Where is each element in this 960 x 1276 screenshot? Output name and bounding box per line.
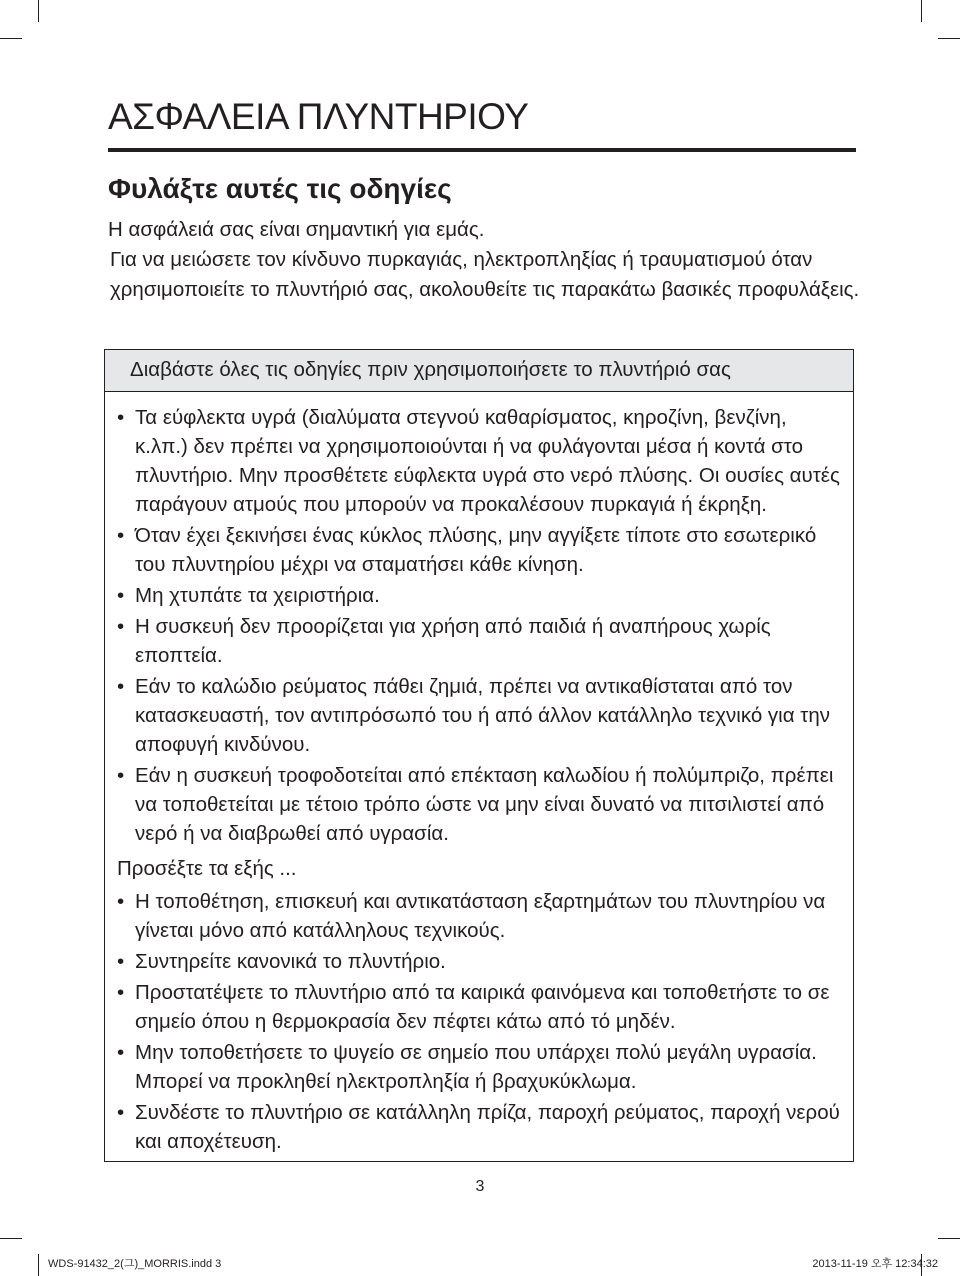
bullet-icon: •	[117, 406, 125, 429]
intro-paragraph: Η ασφάλειά σας είναι σημαντική για εμάς.	[108, 218, 485, 241]
list-item	[115, 672, 843, 759]
list-item-text: Μην τοποθετήσετε το ψυγείο σε σημείο που υπάρχει πολύ μεγάλη υγρασία. Μπορεί να προκληθεί ηλεκτροπληξία ή βραχυκύκλωμα.	[135, 1041, 817, 1093]
list-item	[115, 612, 843, 670]
crop-mark	[921, 0, 922, 22]
list-item	[115, 403, 843, 519]
crop-mark	[938, 1238, 960, 1239]
section-label: Προσέξτε τα εξής ...	[117, 857, 297, 880]
print-footer-timestamp: 2013-11-19 오후 12:34:32	[812, 1258, 938, 1270]
list-item-text: Συνδέστε το πλυντήριο σε κατάλληλη πρίζα, παροχή ρεύματος, παροχή νερού και αποχέτευση.	[135, 1101, 840, 1153]
crop-mark	[0, 1238, 22, 1239]
list-item-text: Εάν η συσκευή τροφοδοτείται από επέκταση καλωδίου ή πολύμπριζο, πρέπει να τοποθετείται με τέτοιο τρόπο ώστε να μην είναι δυνατό να πιτσιλιστεί από νερό ή να διαβρωθεί από υγρασία.	[135, 764, 834, 845]
title-divider	[108, 148, 856, 152]
bullet-icon: •	[117, 615, 125, 638]
warning-list	[115, 403, 843, 848]
list-item-text: Η συσκευή δεν προορίζεται για χρήση από παιδιά ή αναπήρους χωρίς εποπτεία.	[135, 615, 771, 667]
page-number: 3	[475, 1178, 485, 1195]
intro-paragraph: Για να μειώσετε τον κίνδυνο πυρκαγιάς, ηλεκτροπληξίας ή τραυματισμού όταν χρησιμοποιείτε το πλυντήριό σας, ακολουθείτε τις παρακάτω βασικές προφυλάξεις.	[110, 248, 860, 301]
list-item	[115, 1038, 843, 1096]
bullet-icon: •	[117, 675, 125, 698]
bullet-icon: •	[117, 1101, 125, 1124]
crop-mark	[38, 1254, 39, 1276]
bullet-icon: •	[117, 1041, 125, 1064]
list-item-text: Τα εύφλεκτα υγρά (διαλύματα στεγνού καθαρίσματος, κηροζίνη, βενζίνη, κ.λπ.) δεν πρέπει να χρησιμοποιούνται ή να φυλάγονται μέσα ή κοντά στο πλυντήριο. Μην προσθέτετε εύφλεκτα υγρά στο νερό πλύσης. Οι ουσίες αυτές παράγουν ατμούς που μπορούν να προκαλέσουν πυρκαγιά ή έκρηξη.	[135, 406, 840, 516]
page-title: ΑΣΦΑΛΕΙΑ ΠΛΥΝΤΗΡΙΟΥ	[108, 96, 529, 137]
list-item	[115, 761, 843, 848]
list-item-text: Προστατέψετε το πλυντήριο από τα καιρικά φαινόμενα και τοποθετήστε το σε σημείο όπου η θερμοκρασία δεν πέφτει κάτω από τό μηδέν.	[135, 981, 830, 1033]
precaution-list	[115, 887, 843, 1156]
box-body	[105, 392, 853, 1156]
list-item	[115, 1098, 843, 1156]
crop-mark	[0, 38, 22, 39]
bullet-icon: •	[117, 890, 125, 913]
bullet-icon: •	[117, 950, 125, 973]
bullet-icon: •	[117, 524, 125, 547]
list-item	[115, 947, 843, 976]
section-subtitle: Φυλάξτε αυτές τις οδηγίες	[108, 173, 452, 204]
box-header: Διαβάστε όλες τις οδηγίες πριν χρησιμοποιήσετε το πλυντήριό σας	[105, 350, 853, 392]
list-item	[115, 521, 843, 579]
bullet-icon: •	[117, 981, 125, 1004]
list-item	[115, 978, 843, 1036]
list-item-text: Εάν το καλώδιο ρεύματος πάθει ζημιά, πρέπει να αντικαθίσταται από τον κατασκευαστή, τον αντιπρόσωπό του ή από άλλον κατάλληλο τεχνικό για την αποφυγή κινδύνου.	[135, 675, 831, 756]
bullet-icon: •	[117, 764, 125, 787]
crop-mark	[938, 38, 960, 39]
bullet-icon: •	[117, 584, 125, 607]
intro-text	[108, 215, 868, 305]
crop-mark	[38, 0, 39, 22]
list-item	[115, 581, 843, 610]
list-item-text: Συντηρείτε κανονικά το πλυντήριο.	[135, 950, 446, 973]
list-item-text: Μη χτυπάτε τα χειριστήρια.	[135, 584, 380, 607]
list-item	[115, 887, 843, 945]
list-item-text: Όταν έχει ξεκινήσει ένας κύκλος πλύσης, μην αγγίξετε τίποτε στο εσωτερικό του πλυντηρίου μέχρι να σταματήσει κάθε κίνηση.	[135, 524, 817, 576]
print-footer-file: WDS-91432_2(그)_MORRIS.indd 3	[48, 1258, 222, 1270]
safety-instructions-box	[104, 349, 854, 1162]
list-item-text: Η τοποθέτηση, επισκευή και αντικατάσταση εξαρτημάτων του πλυντηρίου να γίνεται μόνο από κατάλληλους τεχνικούς.	[135, 890, 826, 942]
